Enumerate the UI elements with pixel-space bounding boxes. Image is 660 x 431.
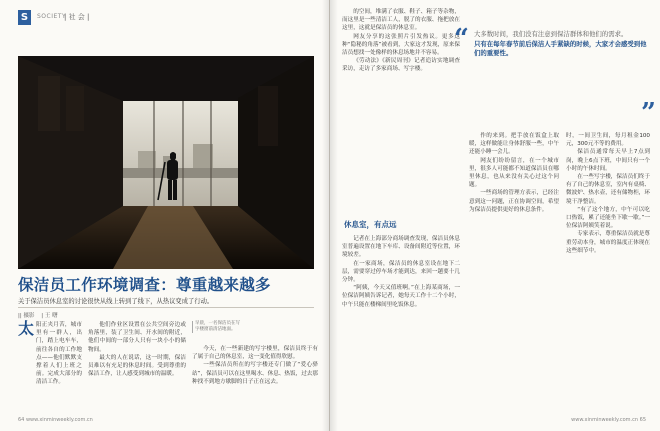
section-label-cn: | 社 会 | [64, 13, 90, 21]
body-column-1-top [36, 321, 82, 415]
paragraph: 时，一间卫生间，每月租金100元，300元不等的费用。 [566, 133, 650, 148]
paragraph: 最大的人在说话，这一时期，保洁员难以有充足的休息时间。受到尊重的保洁工作，让人感受到城市的温暖。 [88, 354, 186, 378]
corridor-photo-illustration [18, 56, 314, 269]
paragraph: “有了这个地方，中午可以吃口热饭，累了还能坐下歇一歇。”一位保洁阿姨笑着说。 [566, 206, 650, 230]
paragraph: 记者在上海部分商场调查发现，保洁员休息室普遍设置在地下车库、设备间附近等位置，环境较差。 [342, 236, 460, 259]
open-quote-icon: “ [454, 24, 469, 54]
feature-photo [18, 56, 314, 269]
paragraph: 网友们纷纷留言，在一个城市里，很多人可能都不知道保洁员在哪里休息，也从来没有关心过这个问题。 [469, 157, 559, 189]
section-label-en: SOCIETY [37, 13, 67, 20]
paragraph: 在一些写字楼，保洁员们终于有了自己的休息室，室内有桌椅、微波炉、热水壶，还有储物柜，环境干净整洁。 [566, 174, 650, 205]
close-quote-icon: ” [641, 98, 656, 128]
paragraph: 的空间，堆满了衣服、鞋子、箱子等杂物，而这里是一些清洁工人，脱了的衣服、拖把放在这里，这就是保洁员的休息室。 [342, 9, 460, 32]
section-mark: S [18, 10, 31, 25]
paragraph: 在一家商场，保洁员的休息室设在地下二层，需要穿过停车场才能到达，来回一趟要十几分钟。 [342, 260, 460, 284]
body-column-r2 [469, 132, 559, 415]
paragraph: 作的来到。把手放在饭盒上取暖，这样做能让身体舒服一些，中午还能小睡一会儿。 [469, 133, 559, 156]
article-deck: 关于保洁员休息室的讨论很快从线上转到了线下，从热议变成了行动。 [18, 298, 214, 305]
paragraph: 《劳动法》《新民周刊》记者追访实地调查采访，走访了多家商场、写字楼。 [342, 58, 460, 73]
page-folio-left: 64 www.xinminweekly.com.cn [18, 417, 93, 423]
paragraph: 今天，在一些新建的写字楼里，保洁员终于有了属于自己的休息室，这一变化值得欣慰。 [192, 346, 318, 361]
drop-cap: 太 [18, 319, 35, 338]
paragraph: 他们作业区设置在公共空间旁边或角落里，装了卫生间、开水间的附近，他们中间的一部分人只有一块小小的储物间。 [88, 322, 186, 353]
section-subhead: 休息室，有点远 [344, 220, 397, 229]
byline-photo: || 摄影 [18, 313, 35, 319]
body-column-r1-bottom [342, 235, 460, 415]
byline-author: | 王 曙 [41, 313, 58, 319]
pull-quote [454, 24, 656, 128]
paragraph: 专家表示，尊重保洁员就是尊重劳动本身，城市的温度正体现在这些细节中。 [566, 231, 650, 254]
photo-caption: 早晨，一名保洁员在写字楼窗前清洁地面。 [192, 321, 240, 333]
body-column-2 [88, 321, 186, 415]
body-column-r3 [566, 132, 650, 415]
paragraph: 一些商场的管理方表示，已经注意到这一问题，正在协调空间，希望为保洁员提供更好的休息条件。 [469, 190, 559, 213]
paragraph: 保洁员通常每天早上7点到岗，晚上6点下班，中间只有一个小时的午休时间。 [566, 149, 650, 172]
page-folio-right: www.xinminweekly.com.cn 65 [571, 417, 646, 423]
pull-quote-emphasis: 只有在每年春节前后保洁人手紧缺的时候，大家才会感受到他们的重要性。 [474, 39, 647, 57]
body-column-r1-top [342, 8, 460, 213]
paragraph: 一些保洁员所在的写字楼还专门做了“爱心驿站”，保洁员可以在这里喝水、休息、热饭，过去那种找不到地方歇脚的日子正在远去。 [192, 362, 318, 385]
byline [18, 307, 314, 319]
body-column-3 [192, 345, 318, 415]
pull-quote-text: 大多数时间，我们没有注意到保洁群体和他们的需求。 [474, 30, 628, 38]
article-headline: 保洁员工作环境调查：尊重越来越多 [18, 276, 271, 294]
paragraph: 网友分享的这张照片引发热议。更多这种“隐秘的角落”被看到，大家这才发现，原来保洁员想找一处像样的休息场地并不容易。 [342, 33, 460, 57]
paragraph: “阿姨，今天又值班啊。”在上海某商场，一位保洁阿姨告诉记者，她每天工作十二个小时，中午只能在楼梯间里吃饭休息。 [342, 285, 460, 308]
paragraph: 阳正夹月苦，城市里有一群人，出门，踏上电车车，前往各自的工作地点——他们默默支撑着人们上班之前。完成大部分的清洁工作。 [36, 322, 82, 386]
